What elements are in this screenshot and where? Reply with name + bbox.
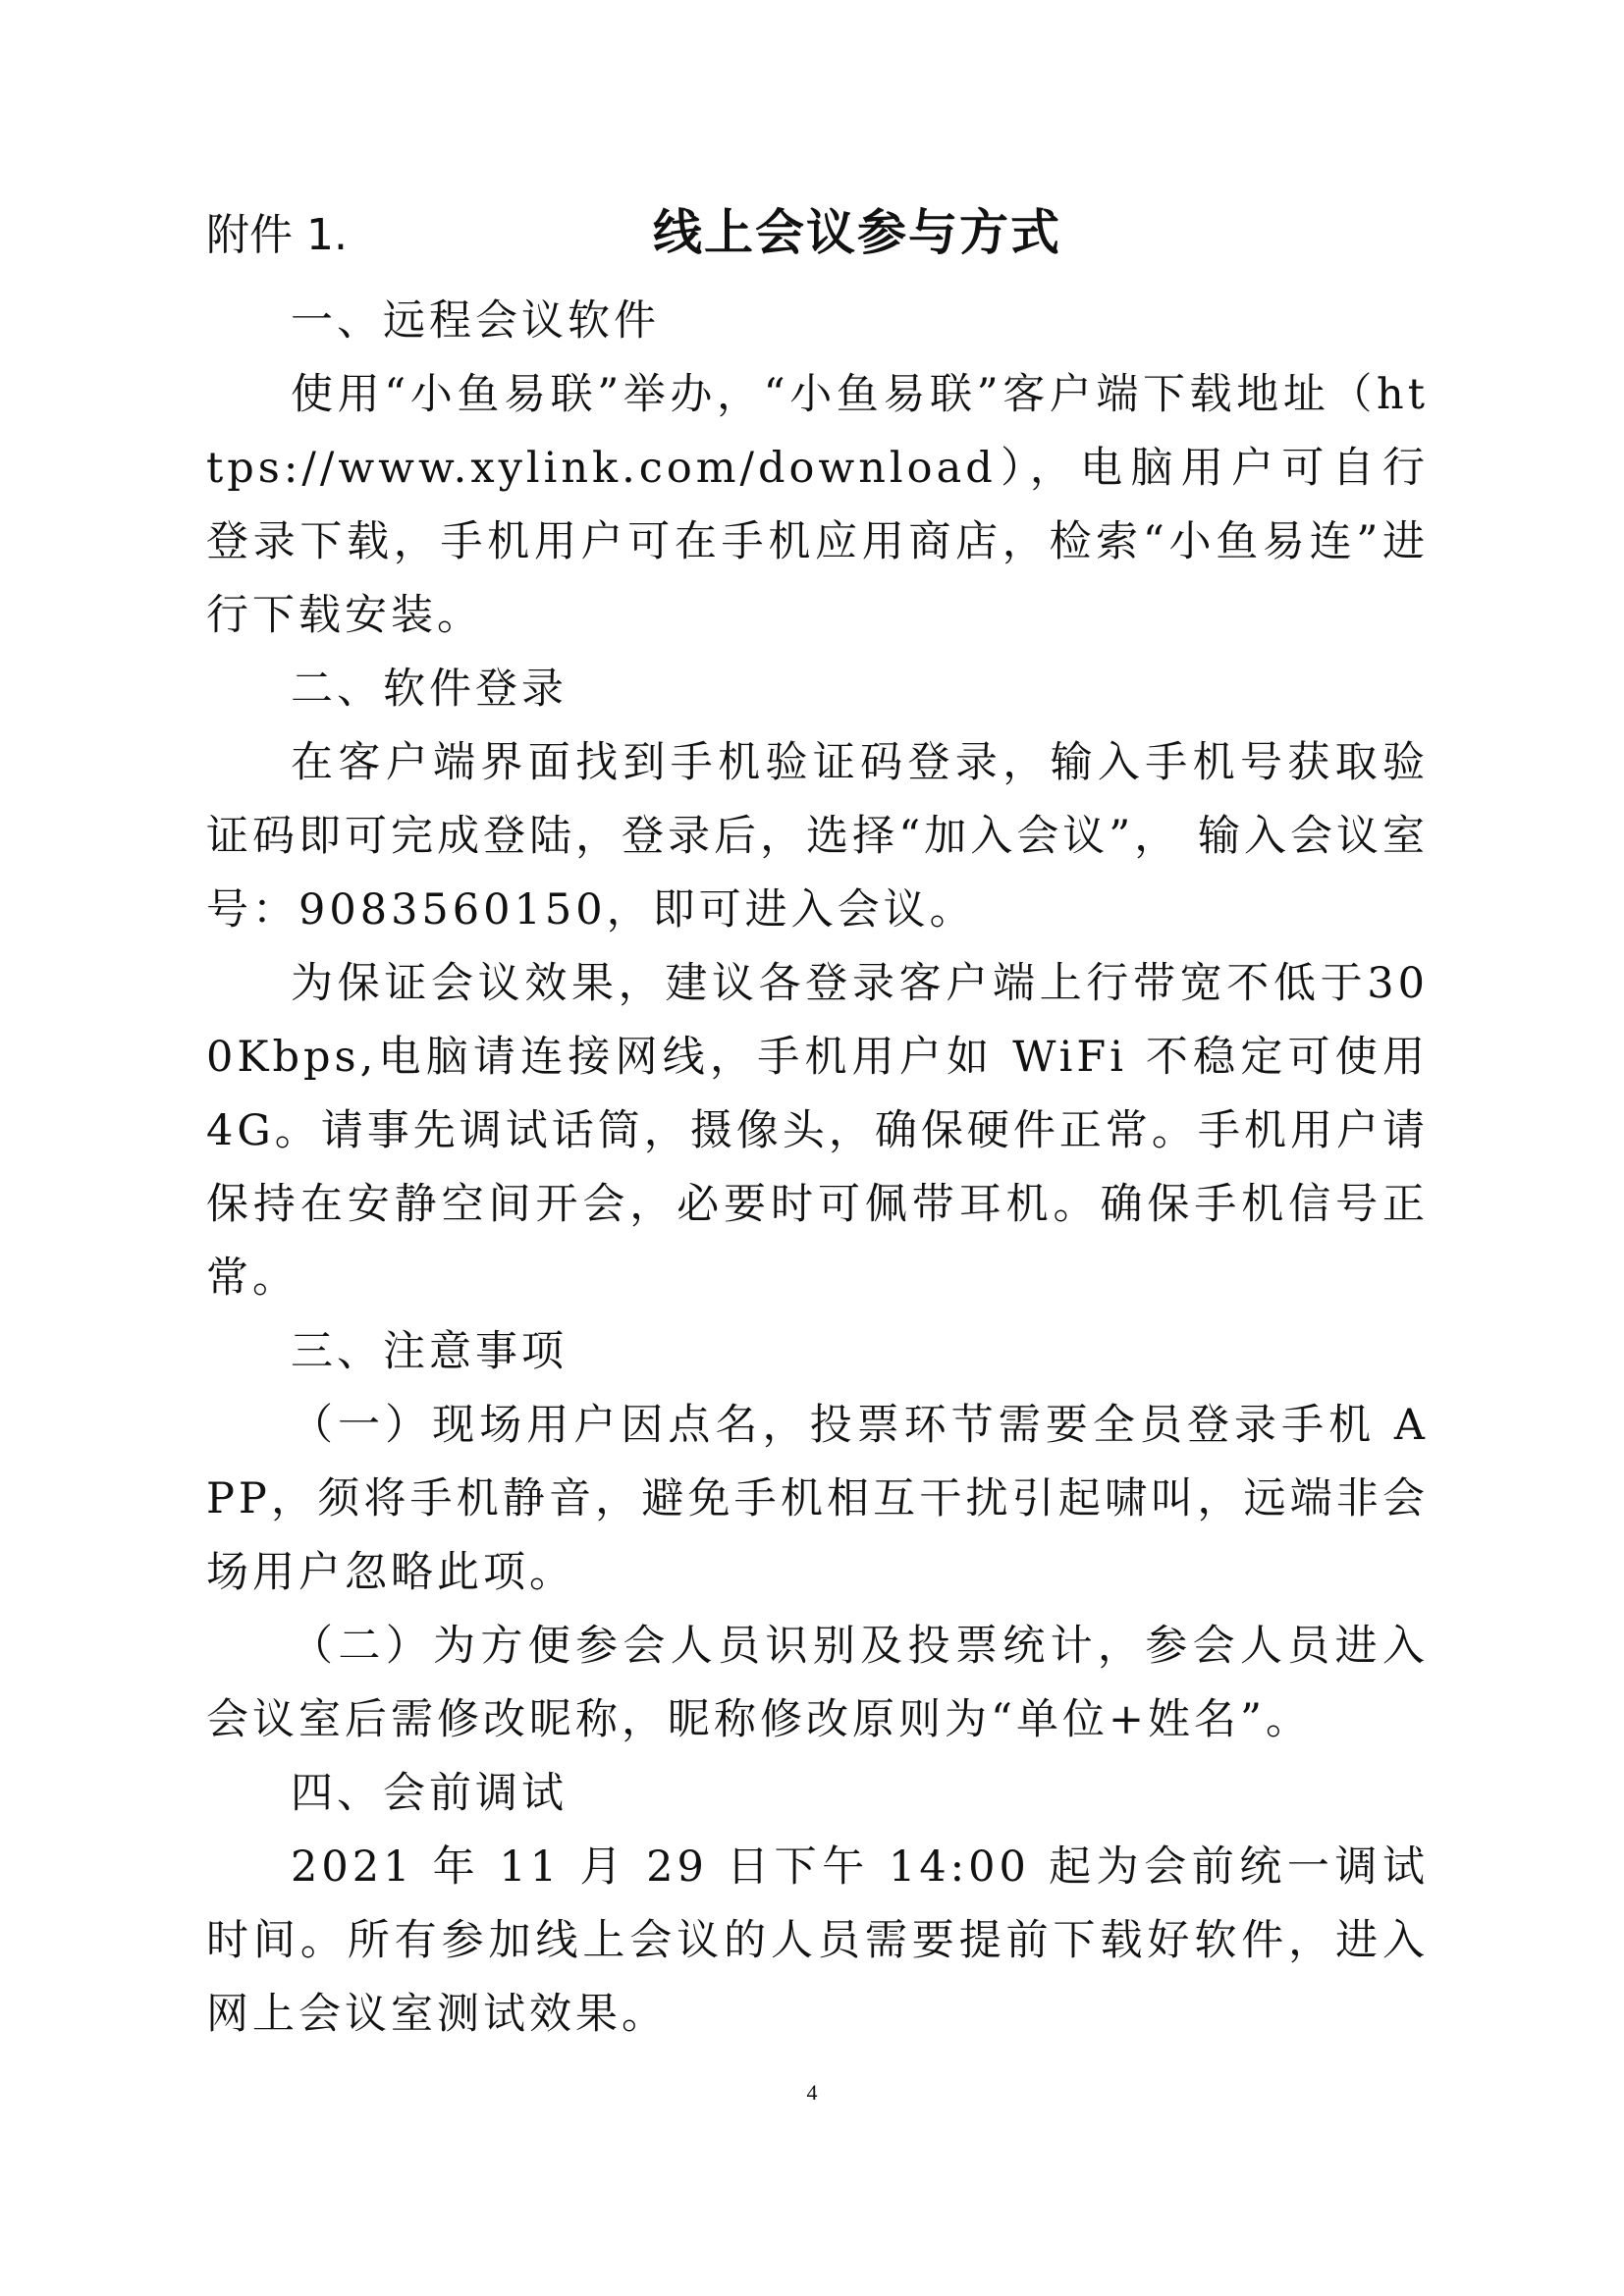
section-heading-notes: 三、注意事项	[291, 1327, 568, 1376]
document-body	[206, 285, 1429, 2052]
section-heading-pre-meeting-test: 四、会前调试	[291, 1769, 568, 1818]
paragraph-network-requirements: 为保证会议效果，建议各登录客户端上行带宽不低于300Kbps,电脑请连接网线，手机用户如 WiFi 不稳定可使用 4G。请事先调试话筒，摄像头，确保硬件正常。手机用户请保持在安静空间开会，必要时可佩带耳机。确保手机信号正常。	[206, 959, 1429, 1303]
paragraph-note-one: （一）现场用户因点名，投票环节需要全员登录手机 APP，须将手机静音，避免手机相互干扰引起啸叫，远端非会场用户忽略此项。	[206, 1401, 1429, 1597]
paragraph-download-instructions: 使用“小鱼易联”举办，“小鱼易联”客户端下载地址（https://www.xylink.com/download），电脑用户可自行登录下载，手机用户可在手机应用商店，检索“小鱼易连”进行下载安装。	[206, 370, 1429, 640]
section-heading-remote-software: 一、远程会议软件	[291, 296, 660, 346]
paragraph-note-two: （二）为方便参会人员识别及投票统计，参会人员进入会议室后需修改昵称，昵称修改原则为“单位+姓名”。	[206, 1622, 1429, 1744]
paragraph-test-time: 2021 年 11 月 29 日下午 14:00 起为会前统一调试时间。所有参加线上会议的人员需要提前下载好软件，进入网上会议室测试效果。	[206, 1842, 1429, 2039]
section-heading-login: 二、软件登录	[291, 665, 568, 714]
paragraph-login-steps: 在客户端界面找到手机验证码登录，输入手机号获取验证码即可完成登陆，登录后，选择“加入会议”， 输入会议室号：9083560150，即可进入会议。	[206, 738, 1429, 934]
page-number: 4	[806, 2080, 818, 2105]
document-title: 线上会议参与方式	[653, 204, 1061, 261]
attachment-label: 附件 1.	[206, 210, 348, 260]
